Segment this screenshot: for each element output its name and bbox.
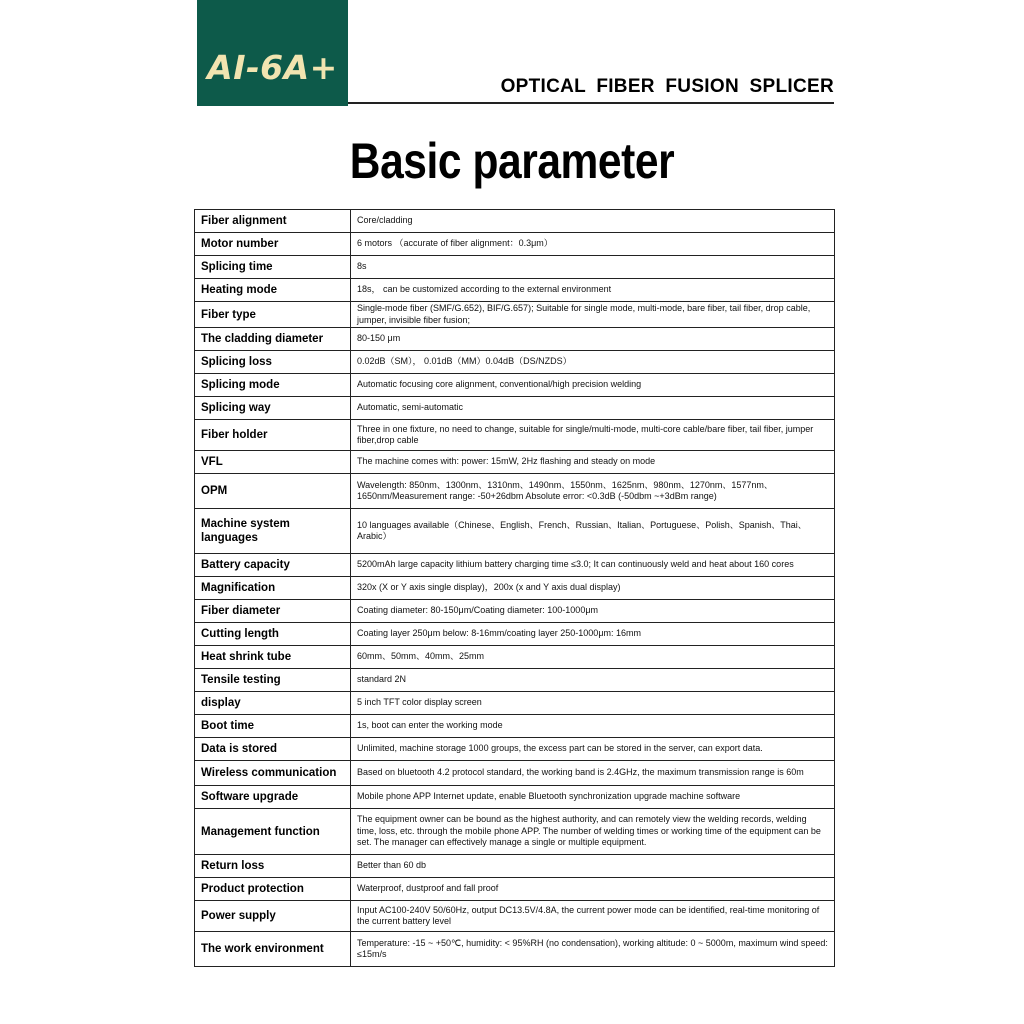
parameter-value: 60mm、50mm、40mm、25mm	[351, 646, 835, 669]
table-row	[195, 786, 835, 809]
parameter-label: Battery capacity	[195, 554, 351, 577]
table-row	[195, 233, 835, 256]
parameter-label: Splicing time	[195, 256, 351, 279]
parameter-label: Product protection	[195, 878, 351, 901]
parameter-label: Tensile testing	[195, 669, 351, 692]
table-row	[195, 715, 835, 738]
table-row	[195, 809, 835, 855]
table-row	[195, 256, 835, 279]
page-title: Basic parameter	[349, 133, 675, 189]
parameter-value: 5200mAh large capacity lithium battery charging time ≤3.0; It can continuously weld and heat about 160 cores	[351, 554, 835, 577]
parameter-label: Heat shrink tube	[195, 646, 351, 669]
parameter-value: 8s	[351, 256, 835, 279]
parameter-label: Return loss	[195, 855, 351, 878]
parameter-value: Coating diameter: 80-150μm/Coating diameter: 100-1000μm	[351, 600, 835, 623]
parameter-value: 10 languages available（Chinese、English、French、Russian、Italian、Portuguese、Polish、Spanish、Thai、Arabic）	[351, 509, 835, 554]
parameter-value: Better than 60 db	[351, 855, 835, 878]
parameter-label: The work environment	[195, 932, 351, 967]
parameter-value: standard 2N	[351, 669, 835, 692]
parameter-label: Magnification	[195, 577, 351, 600]
table-row	[195, 738, 835, 761]
parameter-label: VFL	[195, 451, 351, 474]
parameter-value: Automatic focusing core alignment, conventional/high precision welding	[351, 374, 835, 397]
table-row	[195, 692, 835, 715]
parameter-label: display	[195, 692, 351, 715]
parameter-label: Wireless communication	[195, 761, 351, 786]
parameter-value: Mobile phone APP Internet update, enable Bluetooth synchronization upgrade machine software	[351, 786, 835, 809]
parameter-value: 80-150 μm	[351, 328, 835, 351]
parameter-value: 320x (X or Y axis single display)，200x (x and Y axis dual display)	[351, 577, 835, 600]
table-row	[195, 328, 835, 351]
parameter-value: Core/cladding	[351, 210, 835, 233]
parameter-value: 1s, boot can enter the working mode	[351, 715, 835, 738]
table-row	[195, 302, 835, 328]
table-row	[195, 855, 835, 878]
parameter-value: 0.02dB（SM）， 0.01dB（MM）0.04dB（DS/NZDS）	[351, 351, 835, 374]
parameter-label: Splicing loss	[195, 351, 351, 374]
table-row	[195, 420, 835, 451]
parameter-label: Motor number	[195, 233, 351, 256]
table-row	[195, 669, 835, 692]
parameter-label: Boot time	[195, 715, 351, 738]
parameter-label: Heating mode	[195, 279, 351, 302]
table-row	[195, 397, 835, 420]
table-row	[195, 901, 835, 932]
parameter-value: Wavelength: 850nm、1300nm、1310nm、1490nm、1550nm、1625nm、980nm、1270nm、1577nm、1650nm/Measurement range: -50+26dbm Absolute error: <0.3dB (-50dbm ~+3dBm range)	[351, 474, 835, 509]
table-row	[195, 932, 835, 967]
parameter-label: Management function	[195, 809, 351, 855]
parameter-label: Power supply	[195, 901, 351, 932]
parameter-label: Splicing mode	[195, 374, 351, 397]
parameter-label: Fiber diameter	[195, 600, 351, 623]
parameter-value: Single-mode fiber (SMF/G.652), BIF/G.657); Suitable for single mode, multi-mode, bare fiber, tail fiber, drop cable, jumper, invisible fiber fusion;	[351, 302, 835, 328]
parameter-label: Fiber holder	[195, 420, 351, 451]
parameter-value: Unlimited, machine storage 1000 groups, the excess part can be stored in the server, can export data.	[351, 738, 835, 761]
table-row	[195, 351, 835, 374]
table-row	[195, 509, 835, 554]
table-row	[195, 554, 835, 577]
parameter-label: The cladding diameter	[195, 328, 351, 351]
table-row	[195, 600, 835, 623]
parameter-value: 5 inch TFT color display screen	[351, 692, 835, 715]
parameter-label: Software upgrade	[195, 786, 351, 809]
parameter-label: Data is stored	[195, 738, 351, 761]
brand-block	[197, 0, 348, 106]
parameter-label: Machine system languages	[195, 509, 351, 554]
parameter-value: Three in one fixture, no need to change, suitable for single/multi-mode, multi-core cable/bare fiber, tail fiber, jumper fiber,drop cable	[351, 420, 835, 451]
parameter-value: The equipment owner can be bound as the highest authority, and can remotely view the welding records, welding time, loss, etc. through the mobile phone APP. The number of welding times or working time of the equipment can be set. The manager can effectively manage a single or multiple equipment.	[351, 809, 835, 855]
parameter-value: Temperature: -15 ~ +50℃, humidity: < 95%RH (no condensation), working altitude: 0 ~ 5000m, maximum wind speed: ≤15m/s	[351, 932, 835, 967]
table-row	[195, 761, 835, 786]
parameter-value: 18s， can be customized according to the external environment	[351, 279, 835, 302]
table-row	[195, 451, 835, 474]
table-row	[195, 623, 835, 646]
parameter-value: Automatic, semi-automatic	[351, 397, 835, 420]
parameter-value: Based on bluetooth 4.2 protocol standard, the working band is 2.4GHz, the maximum transmission range is 60m	[351, 761, 835, 786]
brand-logo: AI-6A+	[207, 47, 338, 87]
parameter-value: Waterproof, dustproof and fall proof	[351, 878, 835, 901]
parameter-label: Cutting length	[195, 623, 351, 646]
table-row	[195, 210, 835, 233]
table-row	[195, 279, 835, 302]
table-row	[195, 646, 835, 669]
parameter-table	[194, 209, 835, 967]
header-divider	[348, 102, 834, 104]
table-row	[195, 878, 835, 901]
parameter-label: Fiber type	[195, 302, 351, 328]
parameter-value: 6 motors （accurate of fiber alignment：0.3μm）	[351, 233, 835, 256]
header-subtitle: OPTICAL FIBER FUSION SPLICER	[500, 76, 834, 97]
table-row	[195, 374, 835, 397]
parameter-value: The machine comes with: power: 15mW, 2Hz flashing and steady on mode	[351, 451, 835, 474]
table-row	[195, 474, 835, 509]
parameter-value: Coating layer 250μm below: 8-16mm/coating layer 250-1000μm: 16mm	[351, 623, 835, 646]
parameter-value: Input AC100-240V 50/60Hz, output DC13.5V/4.8A, the current power mode can be identified, real-time monitoring of the current battery level	[351, 901, 835, 932]
parameter-label: OPM	[195, 474, 351, 509]
parameter-label: Fiber alignment	[195, 210, 351, 233]
table-row	[195, 577, 835, 600]
parameter-label: Splicing way	[195, 397, 351, 420]
